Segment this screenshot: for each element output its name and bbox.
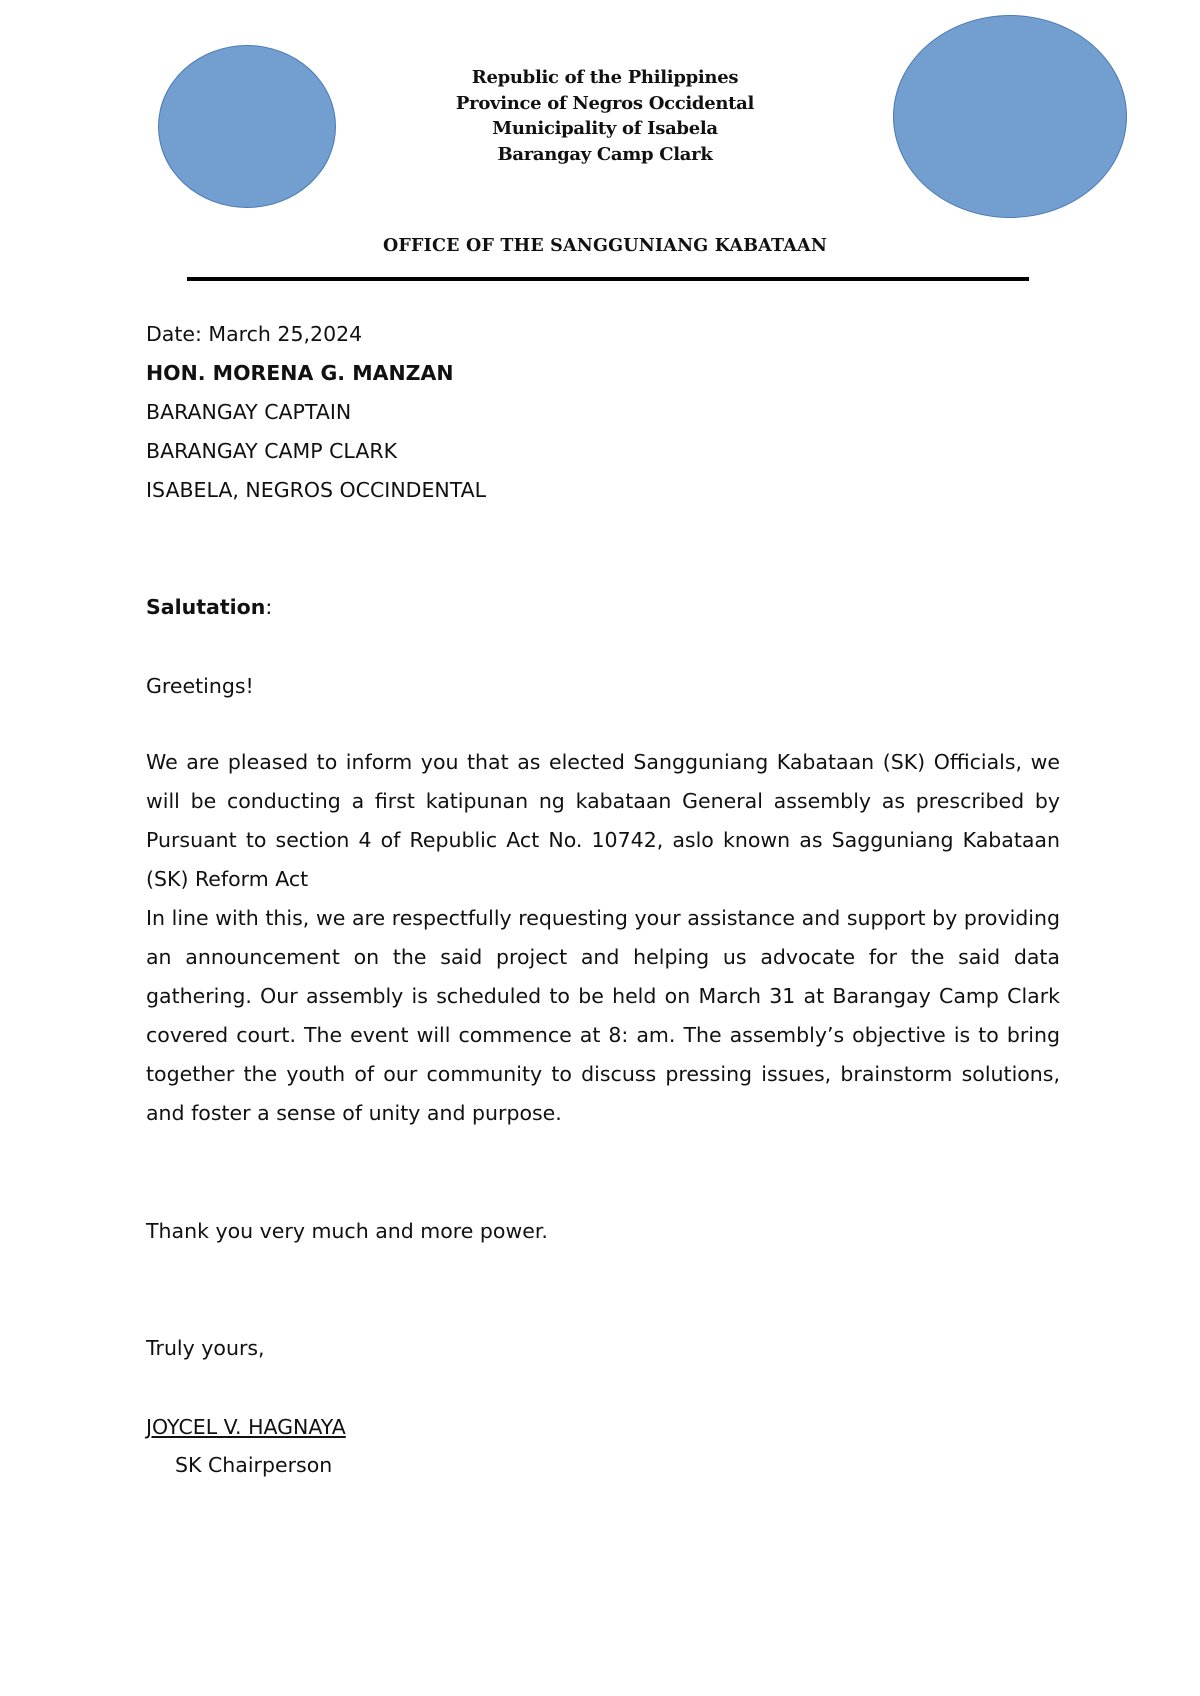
- signatory-name: JOYCEL V. HAGNAYA: [146, 1415, 346, 1439]
- thanks-line: Thank you very much and more power.: [146, 1219, 548, 1243]
- recipient-barangay: BARANGAY CAMP CLARK: [146, 439, 398, 463]
- recipient-address: ISABELA, NEGROS OCCINDENTAL: [146, 478, 487, 502]
- recipient-name: HON. MORENA G. MANZAN: [146, 361, 454, 385]
- office-title: OFFICE OF THE SANGGUNIANG KABATAAN: [382, 236, 828, 256]
- greeting: Greetings!: [146, 674, 254, 698]
- salutation: [146, 595, 272, 619]
- recipient-title: BARANGAY CAPTAIN: [146, 400, 352, 424]
- salutation-colon: :: [265, 595, 273, 619]
- right-seal-logo: [893, 15, 1127, 218]
- closing-line: Truly yours,: [146, 1336, 265, 1360]
- header-divider: [187, 277, 1029, 281]
- salutation-label: Salutation: [146, 595, 266, 619]
- letterhead: [340, 65, 870, 167]
- letterhead-municipality: Municipality of Isabela: [492, 118, 718, 139]
- letterhead-barangay: Barangay Camp Clark: [497, 143, 713, 165]
- letterhead-province: Province of Negros Occidental: [455, 92, 755, 114]
- left-seal-logo: [158, 45, 336, 208]
- letterhead-country: Republic of the Philippines: [471, 67, 739, 88]
- letter-date: Date: March 25,2024: [146, 322, 363, 346]
- body-paragraph-2: In line with this, we are respectfully requesting your assistance and support by providing an announcement on the said project and helping us advocate for the said data gathering. Our assembly is scheduled to be held on March 31 at Barangay Camp Clark covered court. The event will commence at 8: am. The assembly’s objective is to bring together the youth of our community to discuss pressing issues, brainstorm solutions, and foster a sense of unity and purpose.: [146, 906, 1060, 1125]
- body-paragraph-1: We are pleased to inform you that as elected Sangguniang Kabataan (SK) Officials, we will be conducting a first katipunan ng kabataan General assembly as prescribed by Pursuant to section 4 of Republic Act No. 10742, aslo known as Sagguniang Kabataan (SK) Reform Act: [146, 750, 1060, 891]
- signatory-position: SK Chairperson: [175, 1453, 333, 1477]
